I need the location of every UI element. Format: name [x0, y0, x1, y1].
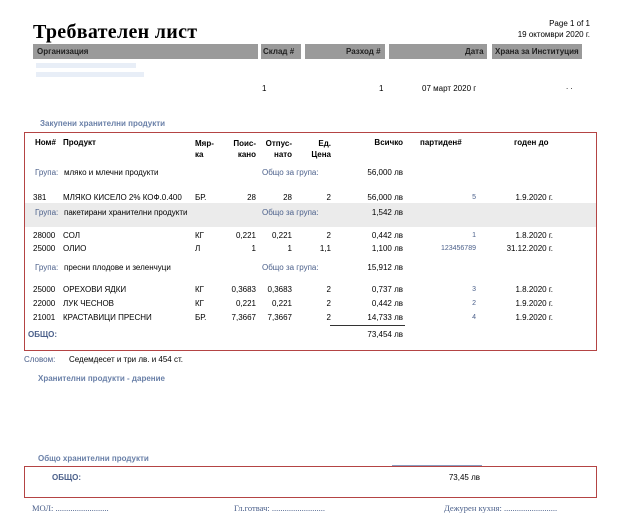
row-requested: 28	[247, 193, 256, 202]
words-label: Словом:	[24, 355, 56, 364]
date-value: 07 март 2020 г	[422, 84, 477, 93]
row-expiry: 1.9.2020 г.	[515, 193, 553, 202]
header-label-food: Храна за Институция	[495, 47, 579, 56]
row-issued: 1	[287, 244, 292, 253]
row-total: 0,442 лв	[371, 231, 403, 240]
row-expiry: 31.12.2020 г.	[506, 244, 553, 253]
row-price: 2	[326, 231, 331, 240]
row-price: 2	[326, 193, 331, 202]
col-num: Ном#	[35, 138, 56, 147]
row-requested: 0,221	[235, 299, 256, 308]
row-batch: 123456789	[440, 245, 476, 252]
col-total: Всичко	[374, 138, 403, 147]
page-number: Page 1 of 1	[549, 19, 590, 28]
group-total: 15,912 лв	[367, 263, 403, 272]
group-label: Група:	[35, 208, 59, 217]
row-num: 381	[33, 193, 47, 202]
signature-chef: Гл.готвач: .........................	[234, 503, 325, 513]
row-product: МЛЯКО КИСЕЛО 2% КОФ.0.400	[63, 193, 182, 202]
row-price: 2	[326, 285, 331, 294]
signature-duty: Дежурен кухня: .........................	[444, 503, 558, 513]
overall-total-label: ОБЩО:	[52, 473, 82, 482]
document-title: Требвателен лист	[33, 21, 198, 43]
donation-section-title: Хранителни продукти - дарение	[38, 374, 165, 383]
row-expiry: 1.9.2020 г.	[515, 313, 553, 322]
signature-mol: МОЛ: .........................	[32, 503, 109, 513]
row-num: 25000	[33, 244, 56, 253]
group-total-label: Общо за група:	[262, 263, 319, 272]
group-total-label: Общо за група:	[262, 208, 319, 217]
row-total: 14,733 лв	[367, 313, 403, 322]
row-requested: 0,221	[235, 231, 256, 240]
row-batch: 1	[472, 232, 476, 239]
row-total: 1,100 лв	[371, 244, 403, 253]
row-measure: КГ	[195, 285, 204, 294]
group-total-label: Общо за група:	[262, 168, 319, 177]
header-label-date: Дата	[465, 47, 484, 56]
row-issued: 0,221	[271, 299, 292, 308]
col-product: Продукт	[63, 138, 96, 147]
row-expiry: 1.9.2020 г.	[515, 299, 553, 308]
row-num: 22000	[33, 299, 56, 308]
overall-total-frame	[24, 466, 597, 498]
row-price: 1,1	[319, 244, 331, 253]
row-total: 0,737 лв	[371, 285, 403, 294]
group-name: пресни плодове и зеленчуци	[64, 263, 171, 272]
row-batch: 5	[472, 194, 476, 201]
row-requested: 1	[251, 244, 256, 253]
row-total: 56,000 лв	[367, 193, 403, 202]
row-num: 25000	[33, 285, 56, 294]
words-value: Седемдесет и три лв. и 454 ст.	[69, 355, 183, 364]
row-product: ЛУК ЧЕСНОВ	[63, 299, 114, 308]
row-measure: БР.	[195, 193, 207, 202]
row-requested: 0,3683	[231, 285, 256, 294]
group-label: Група:	[35, 168, 59, 177]
row-measure: Л	[195, 244, 201, 253]
row-measure: КГ	[195, 299, 204, 308]
warehouse-value: 1	[262, 84, 267, 93]
food-value: . .	[566, 82, 573, 91]
organization-name-blurred	[36, 63, 136, 68]
overall-total-value: 73,45 лв	[448, 473, 480, 482]
print-date: 19 октомври 2020 г.	[517, 30, 590, 39]
row-product: КРАСТАВИЦИ ПРЕСНИ	[63, 313, 152, 322]
col-expiry: годен до	[514, 138, 549, 147]
row-expiry: 1.8.2020 г.	[515, 285, 553, 294]
group-total: 56,000 лв	[367, 168, 403, 177]
row-batch: 3	[472, 286, 476, 293]
purchased-total-label: ОБЩО:	[28, 330, 58, 339]
col-batch: партиден#	[420, 138, 462, 147]
row-product: ОРЕХОВИ ЯДКИ	[63, 285, 127, 294]
row-expiry: 1.8.2020 г.	[515, 231, 553, 240]
header-label-organization: Организация	[37, 47, 89, 56]
row-price: 2	[326, 299, 331, 308]
purchased-section-title: Закупени хранителни продукти	[40, 119, 166, 128]
total-underline	[330, 325, 405, 326]
header-label-expense: Разход #	[346, 47, 381, 56]
group-total: 1,542 лв	[371, 208, 403, 217]
col-unit-price: Ед. Цена	[311, 139, 331, 159]
row-requested: 7,3667	[231, 313, 256, 322]
row-measure: БР.	[195, 313, 207, 322]
row-num: 28000	[33, 231, 56, 240]
row-batch: 4	[472, 314, 476, 321]
col-issued: Отпус- нато	[265, 139, 292, 159]
group-label: Група:	[35, 263, 59, 272]
row-issued: 0,221	[271, 231, 292, 240]
row-num: 21001	[33, 313, 56, 322]
col-requested: Поис- кано	[233, 139, 256, 159]
group-name: мляко и млечни продукти	[64, 168, 159, 177]
row-total: 0,442 лв	[371, 299, 403, 308]
organization-address-blurred	[36, 72, 144, 77]
row-issued: 28	[283, 193, 292, 202]
row-issued: 7,3667	[267, 313, 292, 322]
header-label-warehouse: Склад #	[263, 47, 295, 56]
row-batch: 2	[472, 300, 476, 307]
expense-value: 1	[379, 84, 384, 93]
page-info	[518, 18, 590, 40]
row-measure: КГ	[195, 231, 204, 240]
row-product: СОЛ	[63, 231, 80, 240]
purchased-total-value: 73,454 лв	[367, 330, 403, 339]
row-price: 2	[326, 313, 331, 322]
group-name: пакетирани хранителни продукти	[64, 208, 188, 217]
row-product: ОЛИО	[63, 244, 87, 253]
col-measure: Мяр- ка	[195, 139, 214, 159]
row-issued: 0,3683	[267, 285, 292, 294]
overall-section-title: Общо хранителни продукти	[38, 454, 149, 463]
